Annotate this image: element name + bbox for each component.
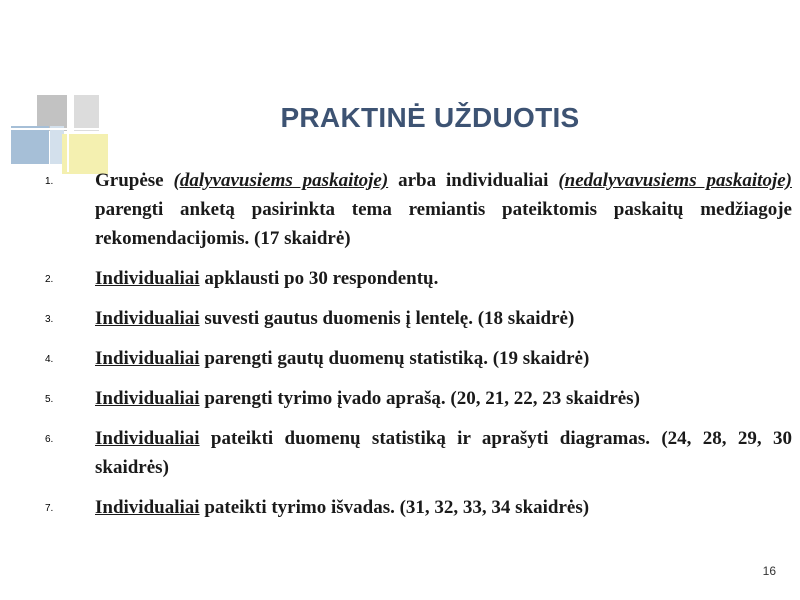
list-item-text — [95, 166, 792, 253]
list-item — [45, 384, 792, 413]
text-segment: arba individualiai — [388, 170, 559, 191]
emphasized-text: (dalyvavusiems paskaitoje) — [173, 170, 389, 191]
list-item — [45, 264, 792, 293]
decorative-horizontal-line — [11, 128, 111, 130]
list-item-number: 2. — [45, 274, 54, 285]
list-item — [45, 493, 792, 522]
list-item-number: 6. — [45, 434, 54, 445]
list-item — [45, 424, 792, 482]
text-segment: parengti anketą pasirinkta tema remiantis pateiktomis paskaitų medžiagoje rekomendacijomis. (17 skaidrė) — [95, 199, 792, 249]
list-item-number: 5. — [45, 394, 54, 405]
emphasized-text: Individualiai — [95, 268, 200, 289]
text-segment: parengti tyrimo įvado aprašą. (20, 21, 22, 23 skaidrės) — [199, 388, 640, 409]
emphasized-text: (nedalyvavusiems paskaitoje) — [558, 170, 792, 191]
list-item-number: 1. — [45, 176, 54, 187]
text-segment: suvesti gautus duomenis į lentelę. (18 skaidrė) — [199, 308, 575, 329]
emphasized-text: Individualiai — [95, 497, 200, 518]
list-item-text — [95, 344, 792, 373]
list-item-text — [95, 384, 792, 413]
list-item-text — [95, 304, 792, 333]
list-item-number: 3. — [45, 314, 54, 325]
page-number: 16 — [762, 564, 776, 578]
text-segment: apklausti po 30 respondentų. — [199, 268, 439, 289]
emphasized-text: Individualiai — [95, 388, 200, 409]
list-item — [45, 166, 792, 253]
list-item-number: 7. — [45, 503, 54, 514]
text-segment: pateikti tyrimo išvadas. (31, 32, 33, 34 skaidrės) — [199, 497, 590, 518]
emphasized-text: Individualiai — [95, 308, 200, 329]
emphasized-text: Individualiai — [95, 348, 200, 369]
text-segment: Grupėse — [95, 170, 174, 191]
list-item-text — [95, 424, 792, 482]
list-item-text — [95, 264, 792, 293]
decorative-square-blue — [11, 126, 49, 164]
slide-title: PRAKTINĖ UŽDUOTIS — [280, 102, 580, 133]
text-segment: pateikti duomenų statistiką ir aprašyti diagramas. (24, 28, 29, 30 skaidrės) — [95, 428, 792, 478]
text-segment: parengti gautų duomenų statistiką. (19 skaidrė) — [199, 348, 590, 369]
decorative-square-light-grey — [74, 95, 99, 131]
list-item — [45, 344, 792, 373]
list-item-text — [95, 493, 792, 522]
list-item — [45, 304, 792, 333]
emphasized-text: Individualiai — [95, 428, 200, 449]
list-item-number: 4. — [45, 354, 54, 365]
task-list — [45, 166, 792, 533]
